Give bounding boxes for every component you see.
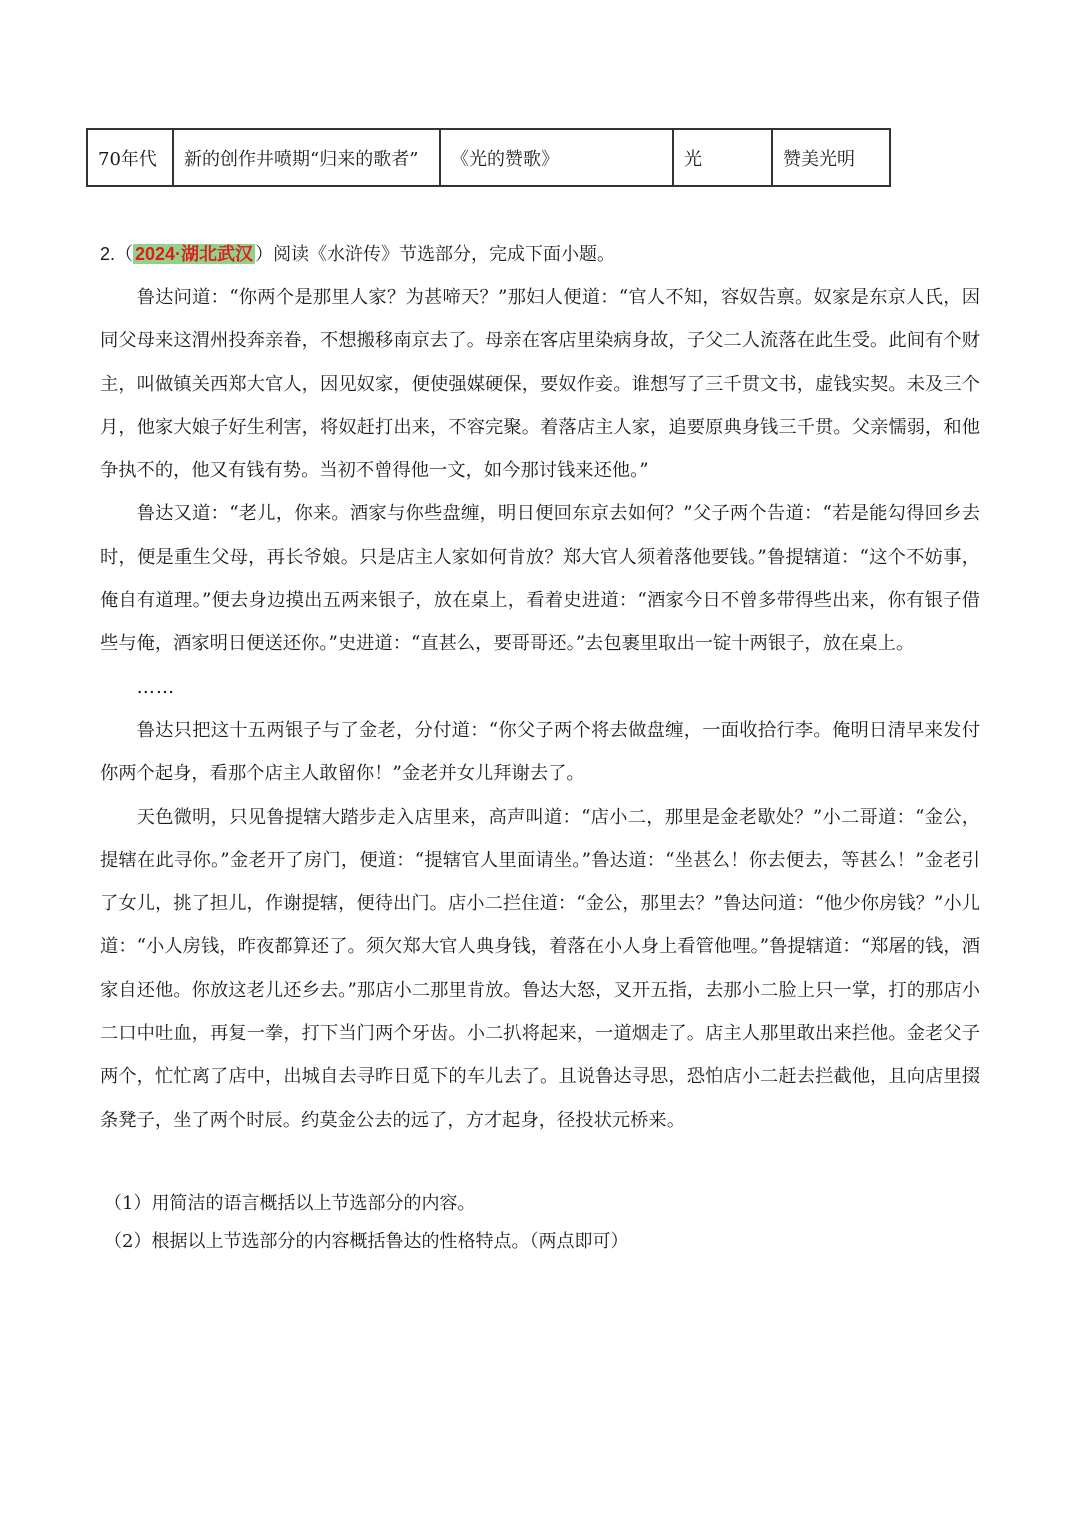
passage-ellipsis: …… — [136, 676, 176, 698]
passage-paragraph: 鲁达只把这十五两银子与了金老，分付道：“你父子两个将去做盘缠，一面收拾行李。俺明日清早来发付你两个起身，看那个店主人敢留你！”金老并女儿拜谢去了。 — [100, 719, 980, 785]
meaning-cell: 赞美光明 — [772, 129, 890, 186]
open-paren: （ — [115, 244, 134, 265]
table-row — [87, 129, 890, 186]
sub-questions — [104, 1190, 628, 1266]
era-cell: 70年代 — [87, 129, 173, 186]
question-instruction: 阅读《水浒传》节选部分，完成下面小题。 — [273, 244, 616, 265]
question-number: 2. — [100, 244, 116, 264]
sub-question-1: （1）用简洁的语言概括以上节选部分的内容。 — [104, 1193, 476, 1214]
sub-question-2: （2）根据以上节选部分的内容概括鲁达的性格特点。（两点即可） — [104, 1231, 629, 1252]
image-cell: 光 — [673, 129, 772, 186]
passage — [100, 276, 980, 1142]
poetry-table — [86, 128, 891, 187]
close-paren: ） — [255, 244, 274, 265]
passage-paragraph: 鲁达又道：“老儿，你来。酒家与你些盘缠，明日便回东京去如何？”父子两个告道：“若是能勾得回乡去时，便是重生父母，再长爷娘。只是店主人家如何肯放？郑大官人须着落他要钱。”鲁提辖道：“这个不妨事，俺自有道理。”便去身边摸出五两来银子，放在桌上，看着史进道：“酒家今日不曾多带得些出来，你有银子借些与俺，酒家明日便送还你。”史进道：“直甚么，要哥哥还。”去包裹里取出一锭十两银子，放在桌上。 — [100, 503, 980, 655]
source-tag: 2024·湖北武汉 — [135, 244, 254, 264]
passage-paragraph: 天色微明，只见鲁提辖大踏步走入店里来，高声叫道：“店小二，那里是金老歇处？”小二哥道：“金公，提辖在此寻你。”金老开了房门，便道：“提辖官人里面请坐。”鲁达道：“坐甚么！你去便去，等甚么！”金老引了女儿，挑了担儿，作谢提辖，便待出门。店小二拦住道：“金公，那里去？”鲁达问道：“他少你房钱？”小儿道：“小人房钱，昨夜都算还了。须欠郑大官人典身钱，着落在小人身上看管他哩。”鲁提辖道：“郑屠的钱，酒家自还他。你放这老儿还乡去。”那店小二那里肯放。鲁达大怒，叉开五指，去那小二脸上只一掌，打的那店小二口中吐血，再复一拳，打下当门两个牙齿。小二扒将起来，一道烟走了。店主人那里敢出来拦他。金老父子两个，忙忙离了店中，出城自去寻昨日觅下的车儿去了。且说鲁达寻思，恐怕店小二赶去拦截他，且向店里掇条凳子，坐了两个时辰。约莫金公去的远了，方才起身，径投状元桥来。 — [100, 806, 980, 1131]
period-cell: 新的创作井喷期“归来的歌者” — [173, 129, 440, 186]
work-cell: 《光的赞歌》 — [440, 129, 673, 186]
question-heading — [100, 240, 615, 269]
passage-paragraph: 鲁达问道：“你两个是那里人家？为甚啼天？”那妇人便道：“官人不知，容奴告禀。奴家是东京人氏，因同父母来这渭州投奔亲眷，不想搬移南京去了。母亲在客店里染病身故，子父二人流落在此生受。此间有个财主，叫做镇关西郑大官人，因见奴家，便使强媒硬保，要奴作妾。谁想写了三千贯文书，虚钱实契。未及三个月，他家大娘子好生利害，将奴赶打出来，不容完聚。着落店主人家，追要原典身钱三千贯。父亲懦弱，和他争执不的，他又有钱有势。当初不曾得他一文，如今那讨钱来还他。” — [100, 287, 980, 482]
